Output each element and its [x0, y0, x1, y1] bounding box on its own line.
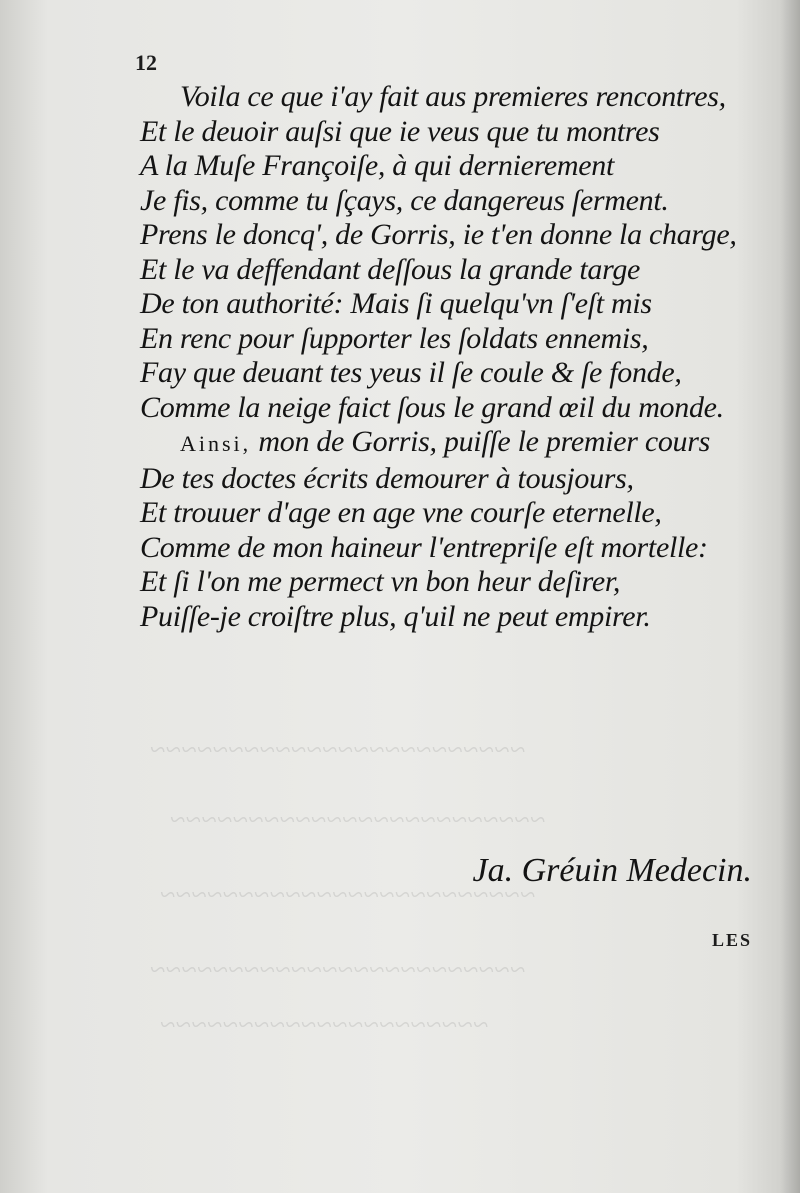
verse-line: A la Muſe Françoiſe, à qui dernierement — [140, 149, 615, 182]
poem-verse — [140, 80, 770, 634]
verse-line: En renc pour ſupporter les ſoldats ennemis, — [140, 321, 649, 355]
verse-line: De ton authorité: Mais ſi quelqu'vn ſ'eſt mis — [140, 287, 652, 320]
verse-line: Je fis, comme tu ſçays, ce dangereus ſerment. — [140, 183, 669, 217]
show-through-text: ~~~~~~~~~~~~~~~~~~~~~~~~ — [150, 955, 526, 986]
show-through-text: ~~~~~~~~~~~~~~~~~~~~~~~~ — [170, 805, 546, 836]
page-number: 12 — [135, 50, 157, 75]
verse-line: Et le va deffendant deſſous la grande targe — [140, 252, 641, 286]
page-edge-shadow — [780, 0, 800, 1193]
verse-line: Prens le doncq', de Gorris, ie t'en donne la charge, — [140, 218, 737, 251]
verse-line: Et le deuoir auſsi que ie veus que tu montres — [140, 114, 660, 148]
verse-line: Comme de mon haineur l'entrepriſe eſt mortelle: — [140, 530, 708, 564]
show-through-text: ~~~~~~~~~~~~~~~~~~~~~~~~ — [160, 880, 536, 911]
stanza-opening-word: Ainsi, — [180, 431, 252, 456]
show-through-text: ~~~~~~~~~~~~~~~~~~~~~ — [160, 1010, 489, 1041]
verse-line-rest: mon de Gorris, puiſſe le premier cours — [251, 425, 710, 458]
verse-line: Et ſi l'on me permect vn bon heur deſirer, — [140, 565, 621, 598]
verse-line: De tes doctes écrits demourer à tousjours, — [140, 461, 634, 495]
author-signature: Ja. Gréuin Medecin. — [472, 852, 752, 889]
verse-line: Comme la neige faict ſous le grand œil du monde. — [140, 390, 724, 424]
verse-line: Voila ce que i'ay fait aus premieres rencontres, — [180, 80, 726, 113]
verse-line-stanza-start — [140, 425, 770, 462]
verse-line: Fay que deuant tes yeus il ſe coule & ſe fonde, — [140, 356, 682, 389]
catchword: LES — [711, 930, 752, 950]
verse-line: Puiſſe-je croiſtre plus, q'uil ne peut empirer. — [140, 599, 651, 633]
show-through-text: ~~~~~~~~~~~~~~~~~~~~~~~~ — [150, 735, 526, 766]
verse-line: Et trouuer d'age en age vne courſe eternelle, — [140, 496, 662, 529]
